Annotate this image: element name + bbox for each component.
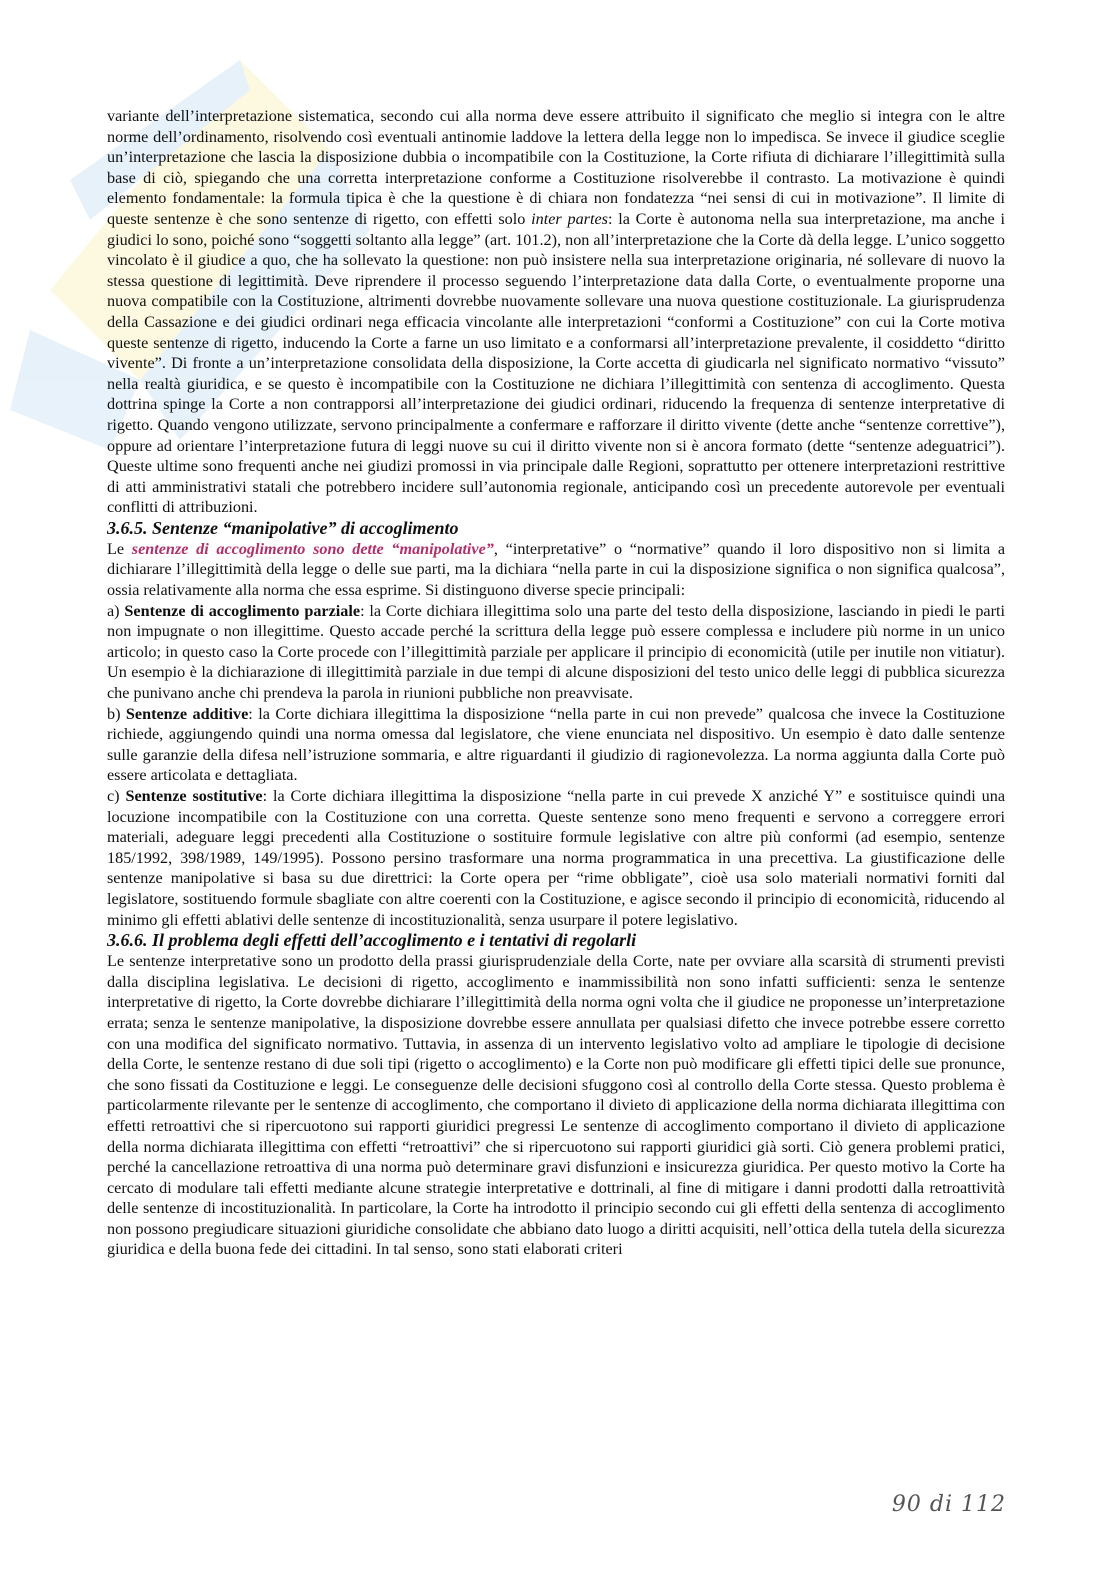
section-title-3-6-5: 3.6.5. Sentenze “manipolative” di accoglimento — [107, 517, 459, 538]
intro-text-2: : la Corte è autonoma nella sua interpretazione, ma anche i giudici lo sono, poiché sono “soggetti soltanto alla legge” (art. 101.2), non all’interpretazione che la Corte dà della legge. L’unico soggetto vincolato è il giudice a quo, che ha sollevato la questione: non può insistere nella sua interpretazione originaria, né sollevare di nuovo la stessa questione di legittimità. Deve riprendere il processo seguendo l’interpretazione data dalla Corte, o eventualmente proporne una nuova compatibile con la Costituzione, altrimenti dovrebbe nuovamente sollevare una nuova questione costituzionale. La giurisprudenza della Cassazione e dei giudici ordinari nega efficacia vincolante alle interpretazioni “conformi a Costituzione” con cui la Corte motiva queste sentenze di rigetto, inducendo la Corte a farne un uso limitato e a conformarsi all’interpretazione prevalente, il cosiddetto “diritto vivente”. Di fronte a un’interpretazione consolidata della disposizione, la Corte accetta di giudicarla nel significato normativo “vissuto” nella realtà giuridica, e se questo è incompatibile con la Costituzione ne dichiara l’illegittimità con sentenza di accoglimento. Questa dottrina spinge la Corte a non contrapporsi all’interpretazione dei giudici ordinari, riducendo la frequenza di sentenze interpretative di rigetto. Quando vengono utilizzate, servono principalmente a confermare e rafforzare il diritto vivente (dette anche “sentenze correttive”), oppure ad orientare l’interpretazione futura di leggi nuove su cui il diritto vivente non si è ancora formato (dette “sentenze adeguatrici”). Queste ultime sono frequenti anche nei giudizi promossi in via principale dalle Regioni, soprattutto per ottenere interpretazioni restrittive di atti amministrativi statali che potrebbero incidere sull’autonomia regionale, anticipando così un precedente autorevole per eventuali conflitti di attribuzioni. — [107, 209, 1005, 517]
list-marker-c: c) — [107, 787, 126, 805]
list-marker-b: b) — [107, 704, 126, 723]
list-term-c: Sentenze sostitutive — [125, 787, 263, 805]
document-page — [107, 106, 1005, 1260]
section-title-3-6-6: 3.6.6. Il problema degli effetti dell’accoglimento e i tentativi di regolarli — [107, 930, 637, 951]
list-text-b: : la Corte dichiara illegittima la disposizione “nella parte in cui non prevede” qualcosa che invece la Costituzione richiede, aggiungendo quindi una norma omessa dal legislatore, che viene enunciata nel dispositivo. Un esempio è dato dalle sentenze sulle garanzie della difesa nell’istruzione sommaria, e altre riguardanti il giudizio di ragionevolezza. La norma aggiunta dalla Corte può essere articolata e dettagliata. — [107, 704, 1005, 785]
page-number: 90 di 112 — [891, 1492, 1006, 1517]
list-item-a — [107, 601, 1005, 704]
intro-emphasis: inter partes — [531, 209, 608, 228]
list-marker-a: a) — [107, 601, 125, 620]
list-term-b: Sentenze additive — [125, 704, 249, 723]
intro-paragraph — [107, 106, 1005, 518]
s365-text-post: , “interpretative” o “normative” quando il loro dispositivo non si limita a dichiarare l’illegittimità della legge o delle sue parti, ma la dichiara “nella parte in cui la disposizione significa o non significa qualcosa”, ossia relativamente alla norma che essa esprime. Si distinguono diverse specie principali: — [107, 539, 1006, 600]
list-text-a: : la Corte dichiara illegittima solo una parte del testo della disposizione, lasciando in piedi le parti non impugnate o non illegittime. Questo accade perché la scrittura della legge può essere complessa e includere più norme in un unico articolo; in questo caso la Corte procede con l’illegittimità parziale per applicare il principio di economicità (utile per inutile non vitiatur). Un esempio è la dichiarazione di illegittimità parziale in due tempi di alcune disposizioni del testo unico delle leggi di pubblica sicurezza che punivano anche chi prendeva la parola in riunioni pubbliche non preavvisate. — [107, 601, 1005, 703]
list-text-c: : la Corte dichiara illegittima la disposizione “nella parte in cui prevede X anziché Y” e sostituisce quindi una locuzione incompatibile con la Costituzione con una corretta. Queste sentenze sono meno frequenti e servono a correggere errori materiali, adeguare leggi precedenti alla Costituzione o sostituire formule legislative con altre più conformi (ad esempio, sentenze 185/1992, 398/1989, 149/1995). Possono persino trasformare una norma programmatica in una precettiva. La giustificazione delle sentenze manipolative si basa su due direttrici: la Corte opera per “rime obbligate”, cioè usa solo materiali normativi forniti dal legislatore, sostituendo formule sbagliate con altre coerenti con la Costituzione, e agisce secondo il principio di economicità, riducendo al minimo gli effetti ablativi delle sentenze di incostituzionalità, senza usurpare il potere legislativo. — [107, 787, 1005, 929]
list-item-b — [107, 704, 1005, 786]
section-3-6-6-paragraph: Le sentenze interpretative sono un prodotto della prassi giurisprudenziale della Corte, nate per ovviare alla scarsità di strumenti previsti dalla disciplina legislativa. Le decisioni di rigetto, accoglimento e inammissibilità non sono infatti sufficienti: senza le sentenze interpretative di rigetto, la Corte dovrebbe dichiarare l’illegittimità della norma ogni volta che il giudice ne proponesse un’interpretazione errata; senza le sentenze manipolative, la disposizione dovrebbe essere annullata per qualsiasi difetto che invece potrebbe essere corretto con una modifica del significato normativo. Tuttavia, in assenza di un intervento legislativo volto ad ampliare le tipologie di decisione della Corte, le sentenze restano di due soli tipi (rigetto o accoglimento) e la Corte non può modificare gli effetti tipici delle sue pronunce, che sono fissati da Costituzione e leggi. Le conseguenze delle decisioni sfuggono così al controllo della Corte stessa. Questo problema è particolarmente rilevante per le sentenze di accoglimento, che comportano il divieto di applicazione della norma dichiarata illegittima con effetti retroattivi che si ripercuotono sui rapporti giuridici pregressi Le sentenze di accoglimento comportano il divieto di applicazione della norma dichiarata illegittima con effetti “retroattivi” che si ripercuotono sui rapporti giuridici già sorti. Ciò genera problemi pratici, perché la cancellazione retroattiva di una norma può determinare gravi disfunzioni e insicurezza giuridica. Per questo motivo la Corte ha cercato di modulare tali effetti mediante alcune strategie interpretative e dottrinali, al fine di mitigare i danni prodotti dalla retroattività delle sentenze di incostituzionalità. In particolare, la Corte ha introdotto il principio secondo cui gli effetti della sentenza di accoglimento non possono pregiudicare situazioni giuridiche consolidate che abbiano dato luogo a diritti acquisiti, nell’ottica della tutela della sicurezza giuridica e della buona fede dei cittadini. In tal senso, sono stati elaborati criteri — [107, 952, 1005, 1259]
section-3-6-5-intro — [107, 539, 1005, 601]
intro-text-1: variante dell’interpretazione sistematica, secondo cui alla norma deve essere attribuito il significato che meglio si integra con le altre norme dell’ordinamento, risolvendo così eventuali antinomie laddove la lettera della legge non lo impedisca. Se invece il giudice sceglie un’interpretazione che lascia la disposizione dubbia o incompatibile con la Costituzione, la Corte rifiuta di dichiarare l’illegittimità sulla base di ciò, spiegando che una corretta interpretazione conforme a Costituzione risolverebbe il contrasto. La motivazione è quindi elemento fondamentale: la formula tipica è che la questione è di chiara non fondatezza “nei sensi di cui in motivazione”. Il limite di queste sentenze è che sono sentenze di rigetto, con effetti solo — [107, 107, 1005, 228]
list-term-a: Sentenze di accoglimento parziale — [124, 601, 361, 620]
list-item-c — [107, 786, 1005, 930]
highlighted-term: sentenze di accoglimento sono dette “manipolative” — [131, 539, 494, 558]
s365-text-pre: Le — [107, 539, 132, 558]
